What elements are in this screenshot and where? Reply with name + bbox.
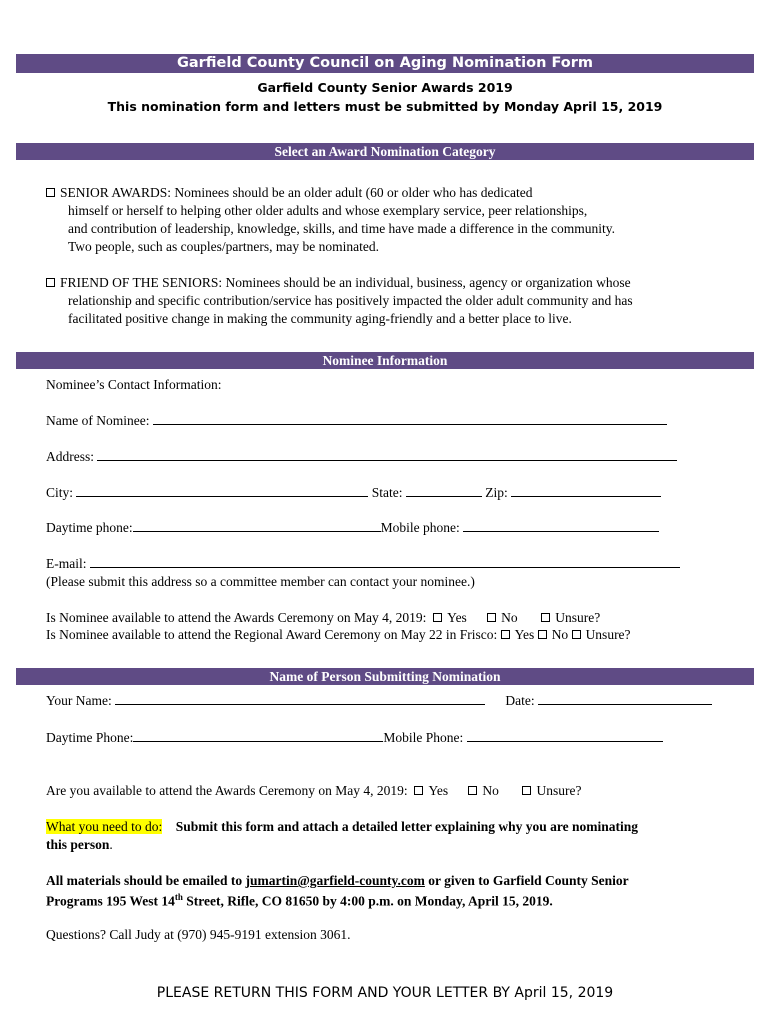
submitter-heading-text: Name of Person Submitting Nomination bbox=[269, 669, 501, 684]
category-heading-text: Select an Award Nomination Category bbox=[274, 144, 496, 159]
submitter-daytime-label: Daytime Phone: bbox=[46, 730, 134, 745]
submitter-date-field[interactable] bbox=[538, 693, 712, 705]
questions-contact: Questions? Call Judy at (970) 945-9191 extension 3061. bbox=[46, 927, 351, 942]
nominee-email-row bbox=[46, 555, 680, 572]
materials-address-sup: th bbox=[174, 892, 183, 902]
nominee-q1-no-checkbox[interactable] bbox=[487, 613, 496, 622]
nominee-q2-no-label: No bbox=[551, 627, 569, 642]
nominee-contact-label: Nominee’s Contact Information: bbox=[46, 377, 222, 392]
nominee-name-label: Name of Nominee: bbox=[46, 413, 150, 428]
senior-line3: and contribution of leadership, knowledge, skills, and time have made a difference in the community. bbox=[68, 221, 615, 236]
senior-line2: himself or herself to helping other older adults and whose exemplary service, peer relationships, bbox=[68, 203, 588, 218]
submitter-section-heading bbox=[16, 668, 754, 685]
form-title-bar bbox=[16, 54, 754, 73]
submitter-mobile-field[interactable] bbox=[467, 730, 663, 742]
nominee-daytime-field[interactable] bbox=[133, 520, 381, 532]
friend-line3: facilitated positive change in making the community aging-friendly and a better place to live. bbox=[68, 311, 572, 326]
nominee-city-row bbox=[46, 484, 661, 501]
nominee-q2-yes-label: Yes bbox=[514, 627, 535, 642]
nominee-q2-unsure-label: Unsure? bbox=[585, 627, 631, 642]
instructions-line1 bbox=[46, 818, 638, 835]
category-section-heading bbox=[16, 143, 754, 160]
nominee-q1-text: Is Nominee available to attend the Awards Ceremony on May 4, 2019: bbox=[46, 610, 427, 625]
nominee-city-field[interactable] bbox=[76, 485, 368, 497]
submitter-yes-checkbox[interactable] bbox=[414, 786, 423, 795]
submitter-date-label: Date: bbox=[505, 693, 535, 708]
nominee-address-row bbox=[46, 448, 677, 465]
materials-post-text: or given to Garfield County Senior bbox=[424, 873, 629, 888]
nominee-section-heading bbox=[16, 352, 754, 369]
contact-email-link[interactable]: jumartin@garfield-county.com bbox=[245, 873, 425, 888]
what-to-do-highlight: What you need to do: bbox=[46, 819, 163, 834]
return-reminder-footer: PLEASE RETURN THIS FORM AND YOUR LETTER BY April 15, 2019 bbox=[156, 985, 614, 1001]
nominee-q1-no-label: No bbox=[501, 610, 518, 625]
nominee-question-awards bbox=[46, 609, 600, 626]
nominee-q2-yes-checkbox[interactable] bbox=[501, 630, 510, 639]
nominee-mobile-label: Mobile phone: bbox=[380, 520, 460, 535]
subtitle-deadline: This nomination form and letters must be submitted by Monday April 15, 2019 bbox=[107, 99, 663, 114]
nominee-question-regional bbox=[46, 626, 631, 643]
senior-awards-option bbox=[46, 184, 736, 256]
nominee-email-field[interactable] bbox=[90, 556, 680, 568]
nominee-name-field[interactable] bbox=[153, 413, 667, 425]
nominee-zip-label: Zip: bbox=[485, 485, 508, 500]
nominee-q1-yes-checkbox[interactable] bbox=[433, 613, 442, 622]
friend-line2: relationship and specific contribution/service has positively impacted the older adult community and has bbox=[68, 293, 633, 308]
materials-address-post: Street, Rifle, CO 81650 by 4:00 p.m. on Monday, April 15, 2019. bbox=[182, 893, 553, 909]
submitter-name-label: Your Name: bbox=[46, 693, 112, 708]
friend-of-seniors-checkbox[interactable] bbox=[46, 278, 55, 287]
materials-address-pre: Programs 195 West 14 bbox=[46, 893, 175, 909]
nominee-q2-unsure-checkbox[interactable] bbox=[572, 630, 581, 639]
nominee-city-label: City: bbox=[46, 485, 74, 500]
submitter-yes-label: Yes bbox=[428, 783, 449, 798]
nominee-name-row bbox=[46, 412, 667, 429]
nominee-q2-text: Is Nominee available to attend the Regional Award Ceremony on May 22 in Frisco: bbox=[46, 627, 498, 642]
submitter-unsure-checkbox[interactable] bbox=[522, 786, 531, 795]
submitter-no-label: No bbox=[482, 783, 499, 798]
nominee-q1-unsure-label: Unsure? bbox=[555, 610, 601, 625]
nominee-daytime-label: Daytime phone: bbox=[46, 520, 133, 535]
submit-instruction-text2: this person bbox=[46, 837, 110, 852]
form-title: Garfield County Council on Aging Nomination Form bbox=[176, 55, 594, 71]
submitter-q-text: Are you available to attend the Awards Ceremony on May 4, 2019: bbox=[46, 783, 408, 798]
submitter-question bbox=[46, 782, 581, 799]
nominee-address-field[interactable] bbox=[97, 449, 677, 461]
nominee-q1-unsure-checkbox[interactable] bbox=[541, 613, 550, 622]
friend-of-seniors-option bbox=[46, 274, 736, 328]
nominee-zip-field[interactable] bbox=[511, 485, 661, 497]
nominee-email-note: (Please submit this address so a committee member can contact your nominee.) bbox=[46, 574, 475, 589]
submitter-name-row bbox=[46, 692, 712, 709]
submit-instruction-period: . bbox=[109, 837, 113, 852]
senior-line1: SENIOR AWARDS: Nominees should be an older adult (60 or older who has dedicated bbox=[60, 185, 533, 200]
nominee-state-label: State: bbox=[371, 485, 403, 500]
nominee-q2-no-checkbox[interactable] bbox=[538, 630, 547, 639]
nominee-phone-row bbox=[46, 519, 659, 536]
nominee-q1-yes-label: Yes bbox=[447, 610, 467, 625]
senior-line4: Two people, such as couples/partners, may be nominated. bbox=[68, 239, 379, 254]
nominee-address-label: Address: bbox=[46, 449, 94, 464]
nominee-email-label: E-mail: bbox=[46, 556, 87, 571]
submitter-unsure-label: Unsure? bbox=[536, 783, 582, 798]
submitter-daytime-field[interactable] bbox=[133, 730, 383, 742]
materials-line2 bbox=[46, 889, 553, 910]
instructions-line2 bbox=[46, 836, 113, 853]
nominee-mobile-field[interactable] bbox=[463, 520, 659, 532]
friend-line1: FRIEND OF THE SENIORS: Nominees should be an individual, business, agency or organization whose bbox=[60, 275, 631, 290]
submitter-mobile-label: Mobile Phone: bbox=[383, 730, 464, 745]
submit-instruction-text: Submit this form and attach a detailed letter explaining why you are nominating bbox=[175, 819, 639, 834]
nominee-state-field[interactable] bbox=[406, 485, 482, 497]
subtitle-awards: Garfield County Senior Awards 2019 bbox=[257, 80, 513, 95]
submitter-phone-row bbox=[46, 729, 663, 746]
materials-line1 bbox=[46, 872, 629, 889]
materials-pre-text: All materials should be emailed to bbox=[46, 873, 246, 888]
nominee-heading-text: Nominee Information bbox=[322, 353, 448, 368]
senior-awards-checkbox[interactable] bbox=[46, 188, 55, 197]
submitter-name-field[interactable] bbox=[115, 693, 485, 705]
submitter-no-checkbox[interactable] bbox=[468, 786, 477, 795]
